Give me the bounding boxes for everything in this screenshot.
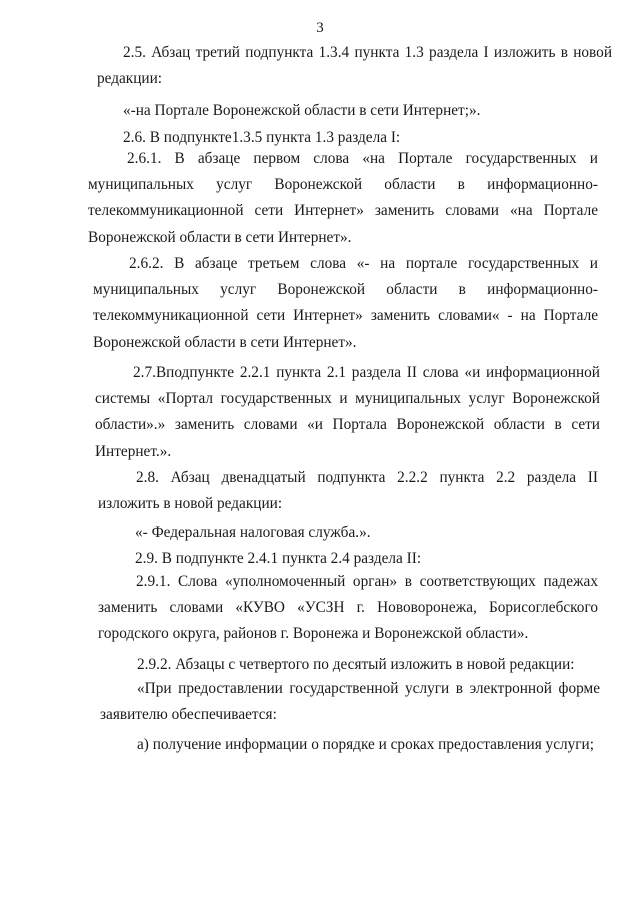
paragraph-2-9-1: 2.9.1. Слова «уполномоченный орган» в соответствующих падежах заменить словами «КУВО «УСЗН г. Нововоронежа, Борисоглебского городского округа, районов г. Воронежа и Воронежской области». [98, 573, 598, 643]
paragraph-2-5: 2.5. Абзац третий подпункта 1.3.4 пункта 1.3 раздела I изложить в новой редакции: [97, 44, 612, 88]
paragraph-2-9-2: 2.9.2. Абзацы с четвертого по десятый изложить в новой редакции: [137, 656, 575, 673]
paragraph-2-7: 2.7.Вподпункте 2.2.1 пункта 2.1 раздела II слова «и информационной системы «Портал государственных и муниципальных услуг Воронежской области».» заменить словами «и Портала Воронежской области в сети Интернет.». [95, 364, 600, 460]
page-number: 3 [316, 20, 324, 36]
paragraph-2-8-quote: «- Федеральная налоговая служба.». [135, 524, 371, 541]
paragraph-2-6-2: 2.6.2. В абзаце третьем слова «- на портале государственных и муниципальных услуг Воронежской области в информационно-телекоммуникационной сети Интернет» заменить словами« - на Портале Воронежской области в сети Интернет». [93, 255, 598, 351]
paragraph-2-9-2-a: а) получение информации о порядке и сроках предоставления услуги; [137, 736, 594, 753]
paragraph-2-5-quote: «-на Портале Воронежской области в сети Интернет;». [123, 102, 481, 119]
paragraph-2-6-1: 2.6.1. В абзаце первом слова «на Портале государственных и муниципальных услуг Воронежской области в информационно-телекоммуникационной сети Интернет» заменить словами «на Портале Воронежской области в сети Интернет». [88, 150, 598, 246]
paragraph-2-6: 2.6. В подпункте1.3.5 пункта 1.3 раздела I: [123, 129, 401, 146]
paragraph-2-8: 2.8. Абзац двенадцатый подпункта 2.2.2 пункта 2.2 раздела II изложить в новой редакции: [98, 469, 598, 513]
paragraph-2-9-2-quote: «При предоставлении государственной услуги в электронной форме заявителю обеспечивается: [100, 680, 600, 724]
paragraph-2-9: 2.9. В подпункте 2.4.1 пункта 2.4 раздела II: [135, 550, 422, 567]
